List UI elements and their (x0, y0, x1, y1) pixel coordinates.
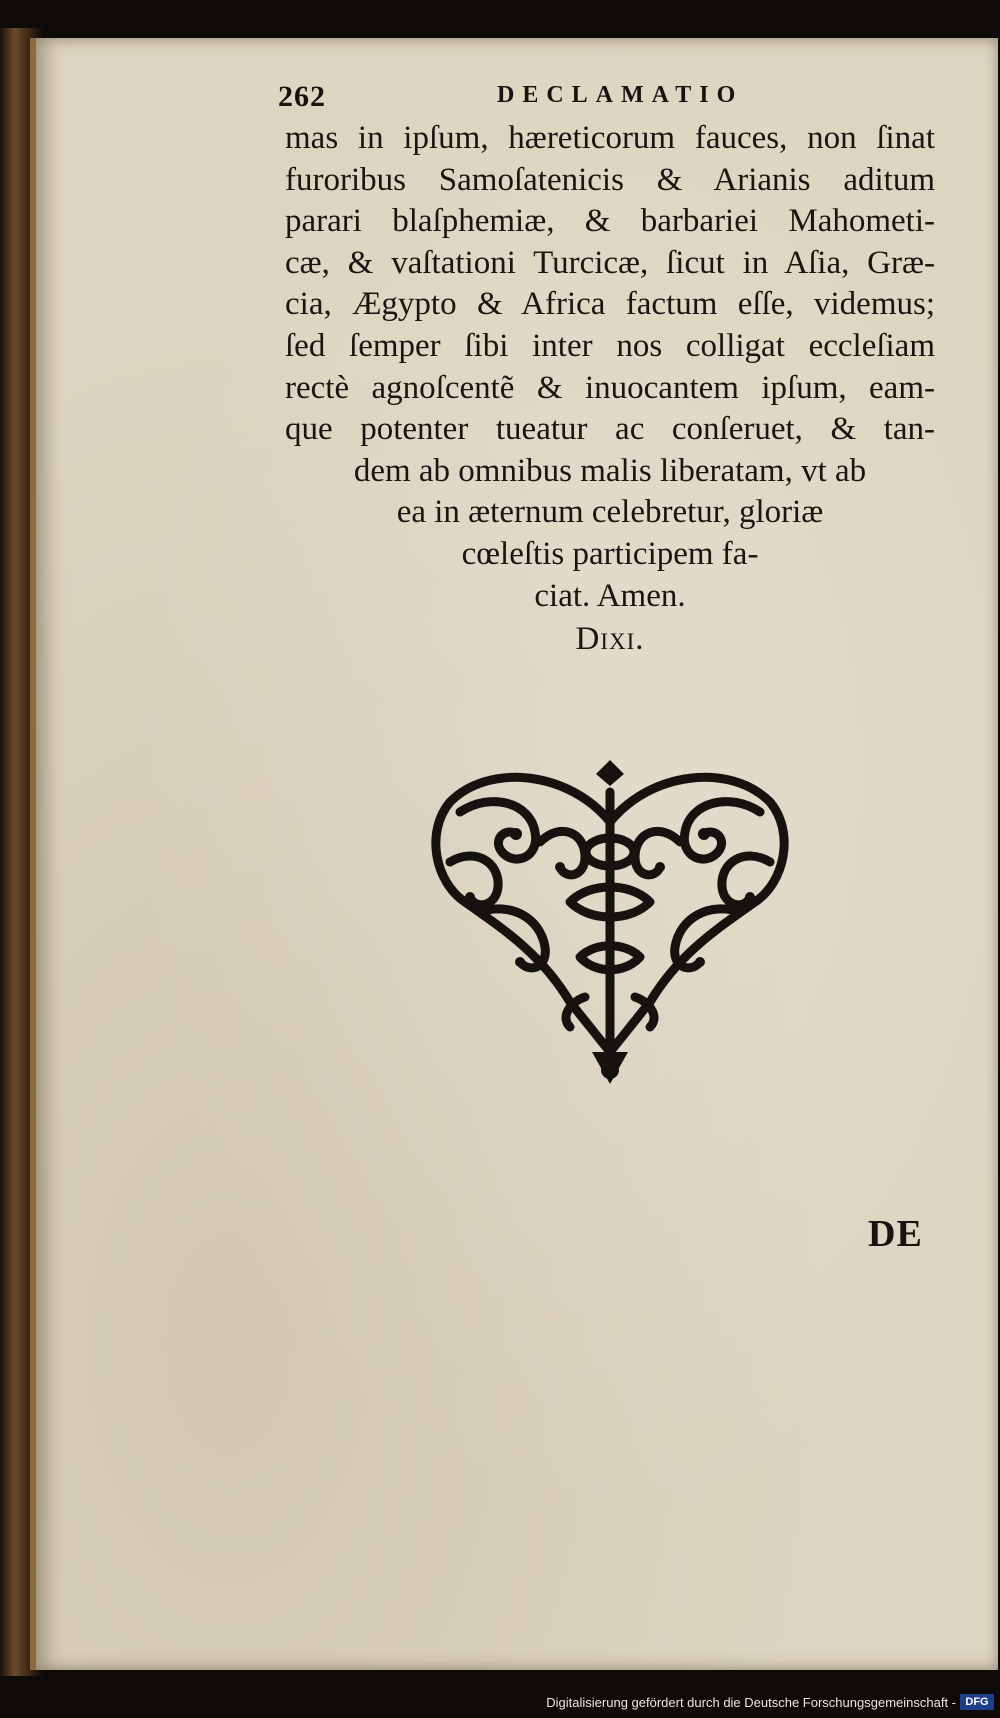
text-line: que potenter tueatur ac conſeruet, & tan- (285, 411, 935, 448)
text-line: cia, Ægypto & Africa factum eſſe, videmus; (285, 286, 935, 323)
closing-word: Dixi. (575, 621, 645, 658)
catchword: DE (868, 1213, 923, 1255)
text-line: ea in æternum celebretur, gloriæ (396, 494, 824, 531)
running-head: DECLAMATIO (497, 82, 744, 108)
text-line: dem ab omnibus malis liberatam, vt ab (353, 452, 867, 489)
text-line: ſed ſemper ſibi inter nos colligat eccleſiam (285, 327, 935, 364)
text-line: cœleſtis participem fa- (461, 535, 759, 572)
digitization-credit: Digitalisierung gefördert durch die Deutsche Forschungsgemeinschaft - (546, 1695, 956, 1710)
fleuron-ornament-icon (420, 752, 800, 1084)
text-line: mas in ipſum, hæreticorum fauces, non ſinat (285, 120, 935, 156)
text-line: rectè agnoſcentẽ & inuocantem ipſum, eam- (285, 369, 935, 406)
text-line: cæ, & vaſtationi Turcicæ, ſicut in Aſia, Græ- (285, 244, 935, 281)
body-text (285, 118, 935, 661)
text-line: furoribus Samoſatenicis & Arianis aditum (285, 161, 935, 198)
page-number: 262 (278, 80, 326, 113)
text-line: ciat. Amen. (534, 577, 686, 614)
text-line: parari blaſphemiæ, & barbariei Mahometi- (285, 203, 935, 240)
dfg-logo: DFG (960, 1694, 994, 1710)
